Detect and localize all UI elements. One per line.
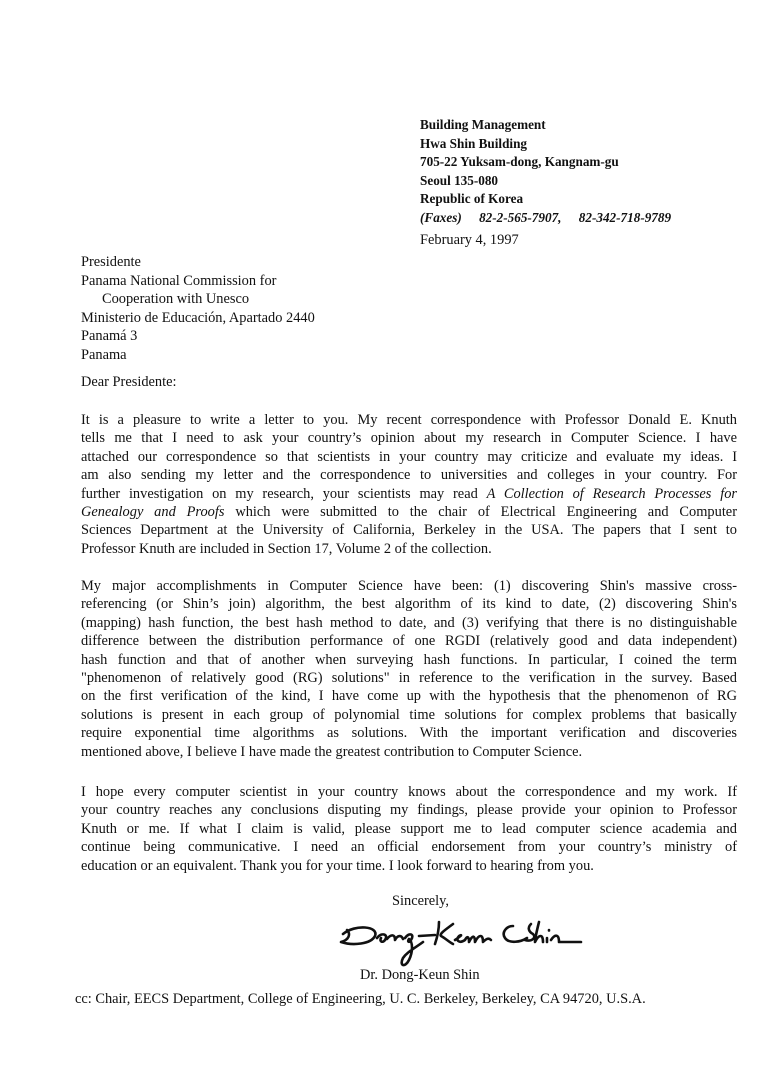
recipient-line: Cooperation with Unesco xyxy=(102,291,250,307)
book-title-part-2: Genealogy and Proofs xyxy=(81,504,225,521)
paragraph-line: It is a pleasure to write a letter to you. My recent correspondence with Professor Donald E. Knuth xyxy=(81,412,737,428)
paragraph-line: difference between the distribution performance of one RGDI (relatively good and data independent) xyxy=(81,633,737,650)
paragraph-line: "phenomenon of relatively good (RG) solutions" in reference to the verification in the survey. Based xyxy=(81,670,737,687)
signer-name: Dr. Dong-Keun Shin xyxy=(360,967,480,983)
recipient-line: Panamá 3 xyxy=(81,328,138,344)
paragraph-line: solutions is present in each group of polynomial time solutions for complex problems that basically xyxy=(81,706,737,723)
sender-line: Republic of Korea xyxy=(420,191,524,207)
sender-address-block xyxy=(420,116,671,228)
paragraph-line: Sciences Department at the University of California, Berkeley in the USA. The papers that I sent to xyxy=(81,522,737,539)
fax-label: (Faxes) xyxy=(420,209,462,225)
salutation: Dear Presidente: xyxy=(81,374,177,390)
paragraph-line: education or an equivalent. Thank you for your time. I look forward to hearing from you. xyxy=(81,857,594,874)
sender-line: Seoul 135-080 xyxy=(420,172,499,188)
sender-line: Hwa Shin Building xyxy=(420,135,528,151)
recipient-line: Presidente xyxy=(81,254,141,270)
letter-date: February 4, 1997 xyxy=(420,232,519,248)
paragraph-line: (mapping) hash function, the best hash method to date, and (3) verifying that there is no distinguishable xyxy=(81,614,737,631)
fax-line xyxy=(420,209,671,228)
paragraph-line: require exponential time algorithms as solutions. With the important verification and discoveries xyxy=(81,725,737,742)
recipient-line: Panama xyxy=(81,346,127,363)
fax-number: 82-342-718-9789 xyxy=(578,209,672,225)
closing: Sincerely, xyxy=(392,893,450,909)
paragraph-line: mentioned above, I believe I have made the greatest contribution to Computer Science. xyxy=(81,743,583,760)
paragraph-line: am also sending my letter and the correspondence to universities and colleges in your country. For xyxy=(81,467,737,484)
fax-number: 82-2-565-7907, xyxy=(479,209,562,225)
paragraph-line: My major accomplishments in Computer Science have been: (1) discovering Shin's massive cross- xyxy=(81,578,737,594)
recipient-line: Ministerio de Educación, Apartado 2440 xyxy=(81,309,315,326)
paragraph-line: on the first verification of the kind, I have come up with the hypothesis that the phenomenon of RG xyxy=(81,688,737,705)
paragraph-line xyxy=(81,503,737,521)
paragraph-line: hash function and that of another when surveying hash functions. In particular, I coined the term xyxy=(81,651,737,668)
paragraph-line: Professor Knuth are included in Section 17, Volume 2 of the collection. xyxy=(81,540,492,557)
body-paragraph-1 xyxy=(81,411,737,558)
text-run: which were submitted to the chair of Electrical Engineering and Computer xyxy=(224,504,737,521)
book-title-part-1: A Collection of Research Processes for xyxy=(486,485,737,502)
sender-line: 705-22 Yuksam-dong, Kangnam-gu xyxy=(420,154,619,170)
recipient-address-block xyxy=(81,253,315,364)
paragraph-line: continue being communicative. I need an official endorsement from your country’s ministry of xyxy=(81,839,737,856)
body-paragraph-2 xyxy=(81,577,737,761)
body-paragraph-3 xyxy=(81,783,737,875)
handwritten-signature xyxy=(335,912,585,970)
sender-line: Building Management xyxy=(420,117,546,132)
paragraph-line: referencing (or Shin’s join) algorithm, the best algorithm of its kind to date, (2) discovering Shin's xyxy=(81,596,737,613)
paragraph-line: your country reaches any conclusions disputing my findings, please provide your opinion to Professor xyxy=(81,802,737,819)
text-run: further investigation on my research, your scientists may read xyxy=(81,485,487,502)
paragraph-line xyxy=(81,485,737,503)
paragraph-line: tells me that I need to ask your country’s opinion about my research in Computer Science. I have xyxy=(81,430,737,447)
recipient-line: Panama National Commission for xyxy=(81,272,277,289)
cc-line: cc: Chair, EECS Department, College of Engineering, U. C. Berkeley, Berkeley, CA 94720, U.S.A. xyxy=(75,991,646,1007)
paragraph-line: attached our correspondence so that scientists in your country may criticize and evaluate my ideas. I xyxy=(81,448,737,465)
paragraph-line: I hope every computer scientist in your country knows about the correspondence and my work. If xyxy=(81,784,737,800)
paragraph-line: Knuth or me. If what I claim is valid, please support me to lead computer science academia and xyxy=(81,820,737,837)
